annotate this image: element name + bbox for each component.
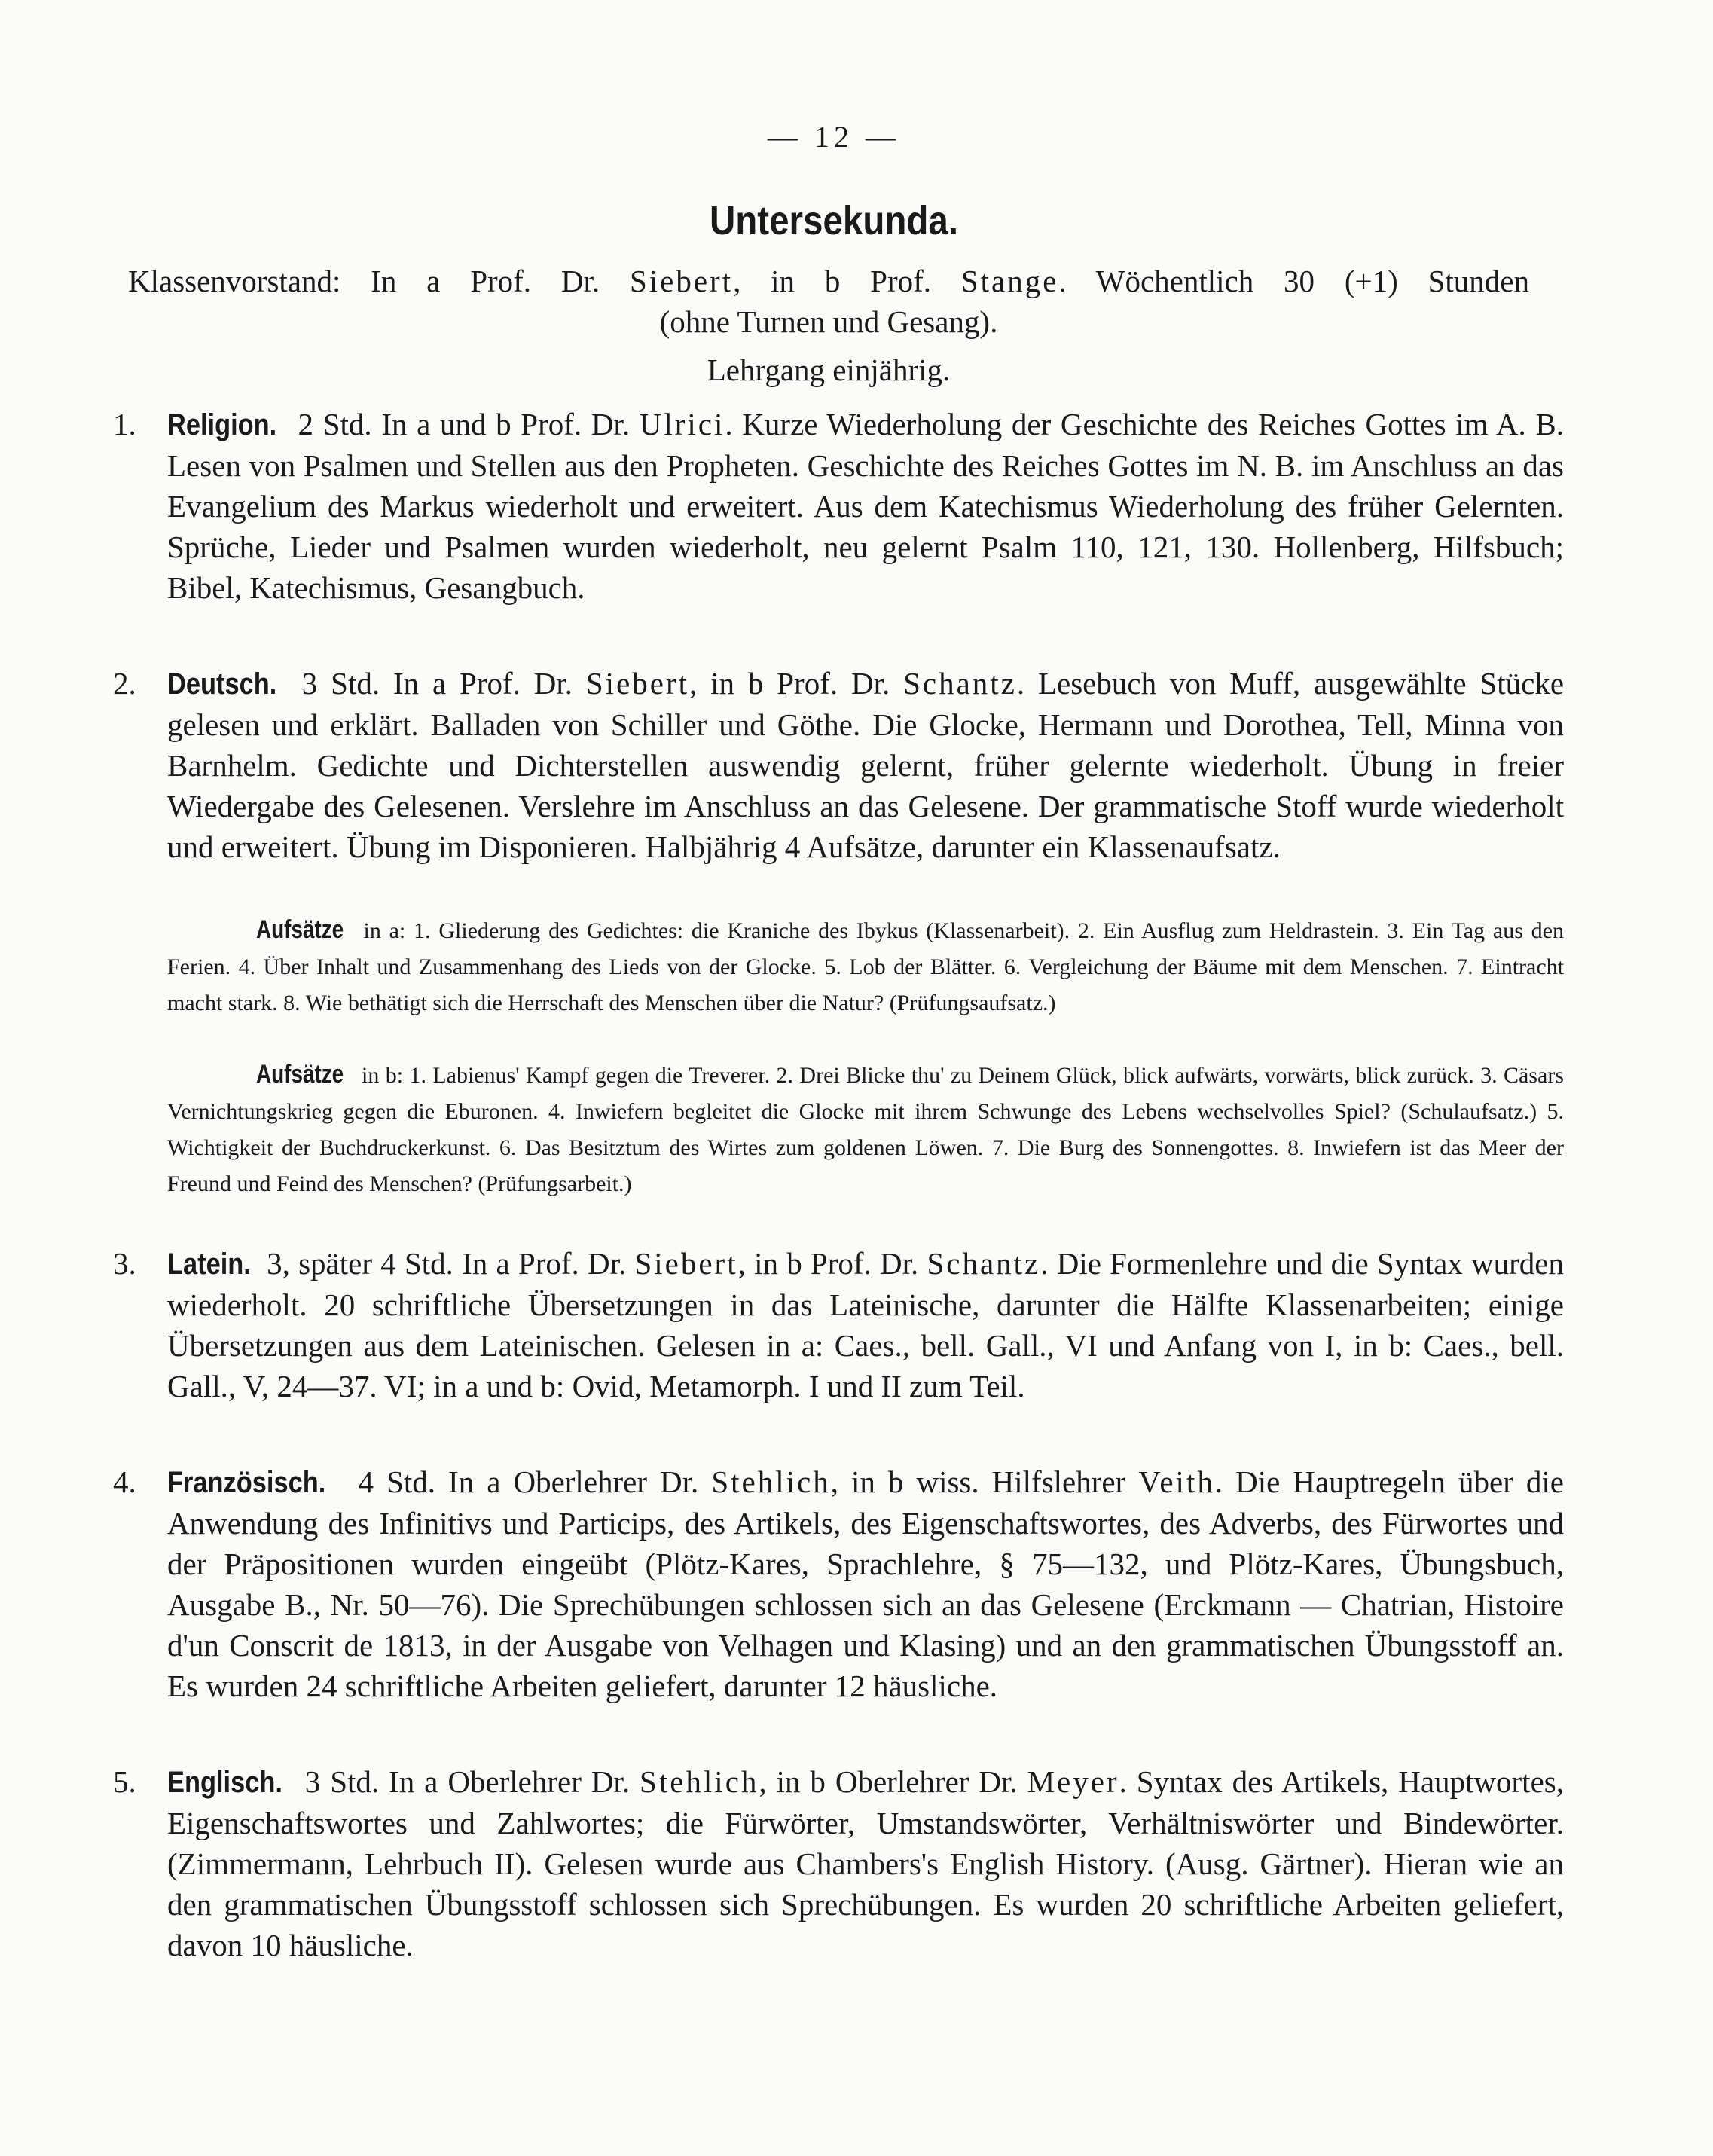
subject-number: 2. [113, 666, 136, 701]
page-title: Untersekunda. [709, 198, 959, 243]
header-text: . Wöchentlich 30 (+1) Stunden [1058, 264, 1529, 298]
teacher-name: Siebert [634, 1246, 738, 1281]
subject-section [113, 1461, 1564, 1706]
subject-text: . Syntax des Artikels, Hauptwortes, Eigenschaftswortes und Zahlwortes; die Fürwörter, Umstandswörter, Verhältniswörter und Bindewörter. (Zimmermann, Lehrbuch II). Gelesen wurde aus Chambers's English History. (Ausg. Gärtner). Hieran wie an den grammatischen Übungsstoff schlossen sich Sprechübungen. Es wurden 20 schriftliche Arbeiten geliefert, davon 10 häusliche. [167, 1764, 1564, 1962]
subject-title: Französisch. [167, 1466, 326, 1499]
header-text: Klassenvorstand: In a Prof. Dr. [128, 264, 630, 298]
subject-body [167, 1246, 1564, 1403]
essay-text: in a: 1. Gliederung des Gedichtes: die Kraniche des Ibykus (Klassenarbeit). 2. Ein Ausflug zum Heldrastein. 3. Ein Tag aus den Ferien. 4. Über Inhalt und Zusammenhang des Lieds von der Glocke. 5. Lob der Blätter. 6. Vergleichung der Bäume mit dem Menschen. 7. Eintracht macht stark. 8. Wie bethätigt sich die Herrschaft des Menschen über die Natur? (Prüfungsaufsatz.) [167, 918, 1564, 1015]
subject-section [113, 1761, 1564, 1965]
subject-text: 2 Std. In a und b Prof. Dr. [288, 407, 640, 441]
class-header-line [128, 261, 1529, 301]
subject-title: Englisch. [167, 1766, 282, 1799]
subject-text: 3, später 4 Std. In a Prof. Dr. [258, 1246, 635, 1281]
teacher-name: Meyer [1027, 1764, 1119, 1799]
teacher-name: Schantz [927, 1246, 1041, 1281]
teacher-name: Ulrici [639, 407, 725, 441]
teacher-name: Veith [1138, 1464, 1215, 1499]
subject-number: 3. [113, 1246, 136, 1281]
subject-text: . Kurze Wiederholung der Geschichte des Reiches Gottes im A. B. Lesen von Psalmen und Stellen aus den Propheten. Geschichte des Reiches Gottes im N. B. im Anschluss an das Evangelium des Markus wiederholt und erweitert. Aus dem Katechismus Wiederholung des früher Gelernten. Sprüche, Lieder und Psalmen wurden wiederholt, neu gelernt Psalm 110, 121, 130. Hollenberg, Hilfsbuch; Bibel, Katechismus, Gesangbuch. [167, 407, 1564, 605]
subject-body [167, 407, 1564, 605]
class-header-course: Lehrgang einjährig. [707, 353, 951, 387]
subject-section [113, 663, 1565, 867]
subject-body [167, 666, 1564, 864]
subject-number: 4. [113, 1464, 136, 1499]
subject-text: , in b Prof. Dr. [737, 1246, 927, 1281]
subject-title: Latein. [167, 1247, 251, 1281]
subject-text: , in b wiss. Hilfslehrer [830, 1464, 1139, 1499]
subject-text: . Die Hauptregeln über die Anwendung des Infinitivs und Particips, des Artikels, des Eigenschaftswortes, des Adverbs, des Fürwortes und der Präpositionen wurden eingeübt (Plötz-Kares, Sprachlehre, § 75—132, und Plötz-Kares, Übungsbuch, Ausgabe B., Nr. 50—76). Die Sprechübungen schlossen sich an das Gelesene (Erckmann — Chatrian, Histoire d'un Conscrit de 1813, in der Ausgabe von Velhagen und Klasing) und an den grammatischen Übungsstoff an. Es wurden 24 schriftliche Arbeiten geliefert, darunter 12 häusliche. [167, 1464, 1564, 1703]
teacher-name: Siebert [585, 666, 690, 701]
essay-label: Aufsätze [256, 1060, 344, 1089]
subject-body [167, 1764, 1564, 1962]
subject-text: . Die Formenlehre und die Syntax wurden wiederholt. 20 schriftliche Übersetzungen in das Lateinische, darunter die Hälfte Klassenarbeiten; einige Übersetzungen aus dem Lateinischen. Gelesen in a: Caes., bell. Gall., VI und Anfang von I, in b: Caes., bell. Gall., V, 24—37. VI; in a und b: Ovid, Metamorph. I und II zum Teil. [167, 1246, 1564, 1403]
subject-number: 1. [113, 407, 136, 441]
subject-section [113, 404, 1564, 608]
header-text: , in b Prof. [733, 264, 961, 298]
essay-label: Aufsätze [256, 915, 344, 944]
teacher-name: Stange [960, 264, 1059, 298]
subject-text: , in b Oberlehrer Dr. [759, 1764, 1027, 1799]
teacher-name: Siebert [629, 264, 734, 298]
subject-text: 4 Std. In a Oberlehrer Dr. [345, 1464, 712, 1499]
subject-text: 3 Std. In a Prof. Dr. [288, 666, 586, 701]
teacher-name: Stehlich [711, 1464, 831, 1499]
subject-body [167, 1464, 1564, 1703]
teacher-name: Stehlich [640, 1764, 759, 1799]
subject-section [113, 1243, 1564, 1406]
subject-text: 3 Std. In a Oberlehrer Dr. [295, 1764, 640, 1799]
page-number: — 12 — [768, 120, 900, 154]
essay-text: in b: 1. Labienus' Kampf gegen die Treverer. 2. Drei Blicke thu' zu Deinem Glück, blick aufwärts, vorwärts, blick zurück. 3. Cäsars Vernichtungskrieg gegen die Eburonen. 4. Inwiefern begleitet die Glocke mit ihrem Schwunge des Lebens wechselvolles Spiel? (Schulaufsatz.) 5. Wichtigkeit der Buchdruckerkunst. 6. Das Besitztum des Wirtes zum goldenen Löwen. 7. Die Burg des Sonnengottes. 8. Inwiefern ist das Meer der Freund und Feind des Menschen? (Prüfungsarbeit.) [167, 1063, 1564, 1196]
essay-list-b [167, 1056, 1564, 1202]
essay-list-a [167, 912, 1564, 1022]
subject-title: Religion. [167, 408, 277, 441]
subject-number: 5. [113, 1764, 136, 1799]
subject-text: , in b Prof. Dr. [689, 666, 904, 701]
teacher-name: Schantz [903, 666, 1017, 701]
subject-title: Deutsch. [167, 667, 277, 701]
class-header-note: (ohne Turnen und Gesang). [659, 304, 998, 339]
subject-text: . Lesebuch von Muff, ausgewählte Stücke gelesen und erklärt. Balladen von Schiller und Göthe. Die Glocke, Hermann und Dorothea, Tell, Minna von Barnhelm. Gedichte und Dichterstellen auswendig gelernt, früher gelernte wiederholt. Übung in freier Wiedergabe des Gelesenen. Verslehre im Anschluss an das Gelesene. Der grammatische Stoff wurde wiederholt und erweitert. Übung im Disponieren. Halbjährig 4 Aufsätze, darunter ein Klassenaufsatz. [167, 666, 1565, 864]
